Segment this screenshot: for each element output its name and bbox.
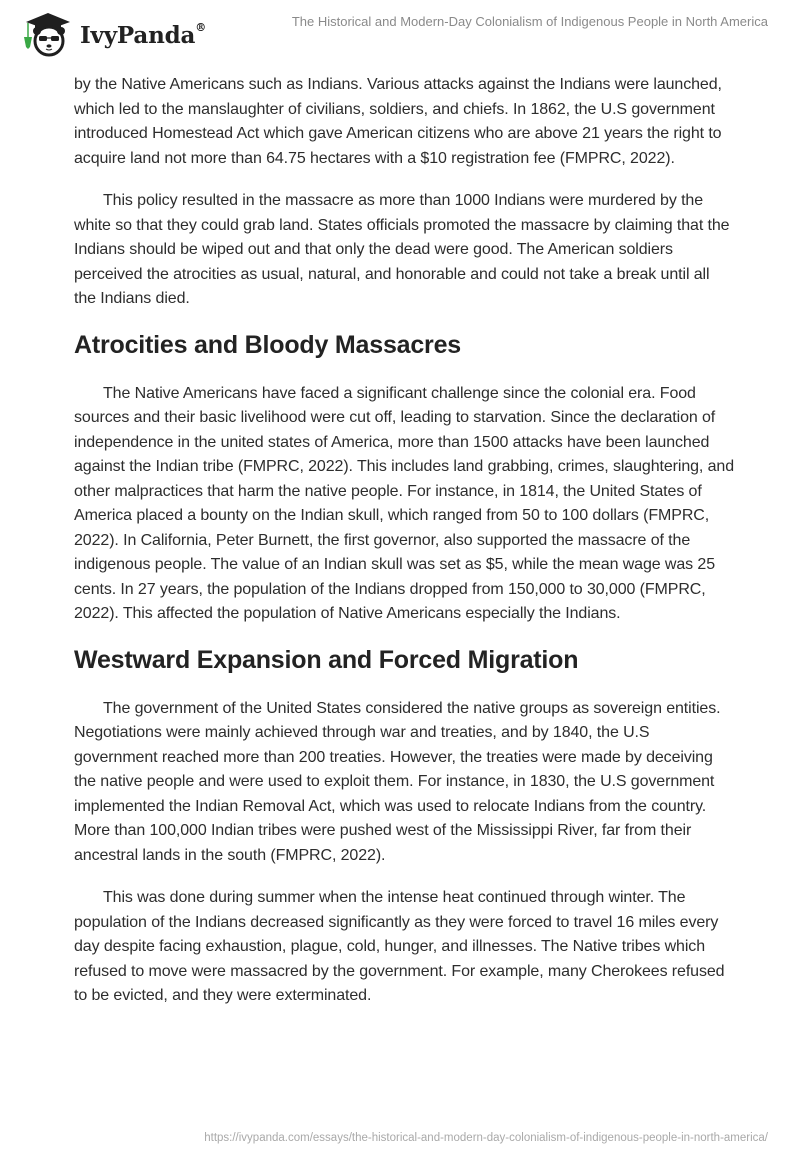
panda-graduate-icon xyxy=(18,9,76,57)
page-header xyxy=(0,0,800,60)
paragraph: by the Native Americans such as Indians. Various attacks against the Indians were launched, which led to the manslaughter of civilians, soldiers, and chiefs. In 1862, the U.S government introduced Homestead Act which gave American citizens who are above 21 years the right to acquire land not more than 64.75 hectares with a $10 registration fee (FMPRC, 2022). xyxy=(74,76,722,167)
paragraph: This was done during summer when the intense heat continued through winter. The population of the Indians decreased significantly as they were forced to travel 16 miles every day despite facing exhaustion, plague, cold, hunger, and illnesses. The Native tribes which refused to move were massacred by the government. For example, many Cherokees refused to be evicted, and they were exterminated. xyxy=(74,889,725,1004)
paragraph: This policy resulted in the massacre as more than 1000 Indians were murdered by the white so that they could grab land. States officials promoted the massacre by claiming that the Indians should be wiped out and that only the dead were good. The American soldiers perceived the atrocities as usual, natural, and honorable and could not take a break until all the Indians died. xyxy=(74,192,730,307)
essay-content xyxy=(74,73,734,1027)
source-url[interactable]: https://ivypanda.com/essays/the-historical-and-modern-day-colonialism-of-indigenous-people-in-north-america/ xyxy=(204,1132,768,1144)
section-heading: Westward Expansion and Forced Migration xyxy=(74,645,579,674)
document-title: The Historical and Modern-Day Colonialism of Indigenous People in North America xyxy=(291,14,768,29)
paragraph: The government of the United States considered the native groups as sovereign entities. Negotiations were mainly achieved through war and treaties, and by 1840, the U.S government reached more than 200 treaties. However, the treaties were made by deceiving the native people and were used to exploit them. For instance, in 1830, the U.S government implemented the Indian Removal Act, which was used to relocate Indians from the country. More than 100,000 Indian tribes were pushed west of the Mississippi River, far from their ancestral lands in the south (FMPRC, 2022). xyxy=(74,699,721,864)
section-heading: Atrocities and Bloody Massacres xyxy=(74,330,461,359)
registered-mark: ® xyxy=(195,20,206,34)
logo-wordmark: IvyPanda® xyxy=(80,20,206,49)
ivypanda-logo[interactable] xyxy=(18,9,206,57)
paragraph: The Native Americans have faced a significant challenge since the colonial era. Food sources and their basic livelihood were cut off, leading to starvation. Since the declaration of independence in the united states of America, more than 1500 attacks have been launched against the Indian tribe (FMPRC, 2022). This includes land grabbing, crimes, slaughtering, and other malpractices that harm the native people. For instance, in 1814, the United States of America placed a bounty on the Indian skull, which ranged from 50 to 100 dollars (FMPRC, 2022). In California, Peter Burnett, the first governor, also supported the massacre of the indigenous people. The value of an Indian skull was set as $5, while the mean wage was 25 cents. In 27 years, the population of the Indians dropped from 150,000 to 30,000 (FMPRC, 2022). This affected the population of Native Americans especially the Indians. xyxy=(74,384,734,622)
